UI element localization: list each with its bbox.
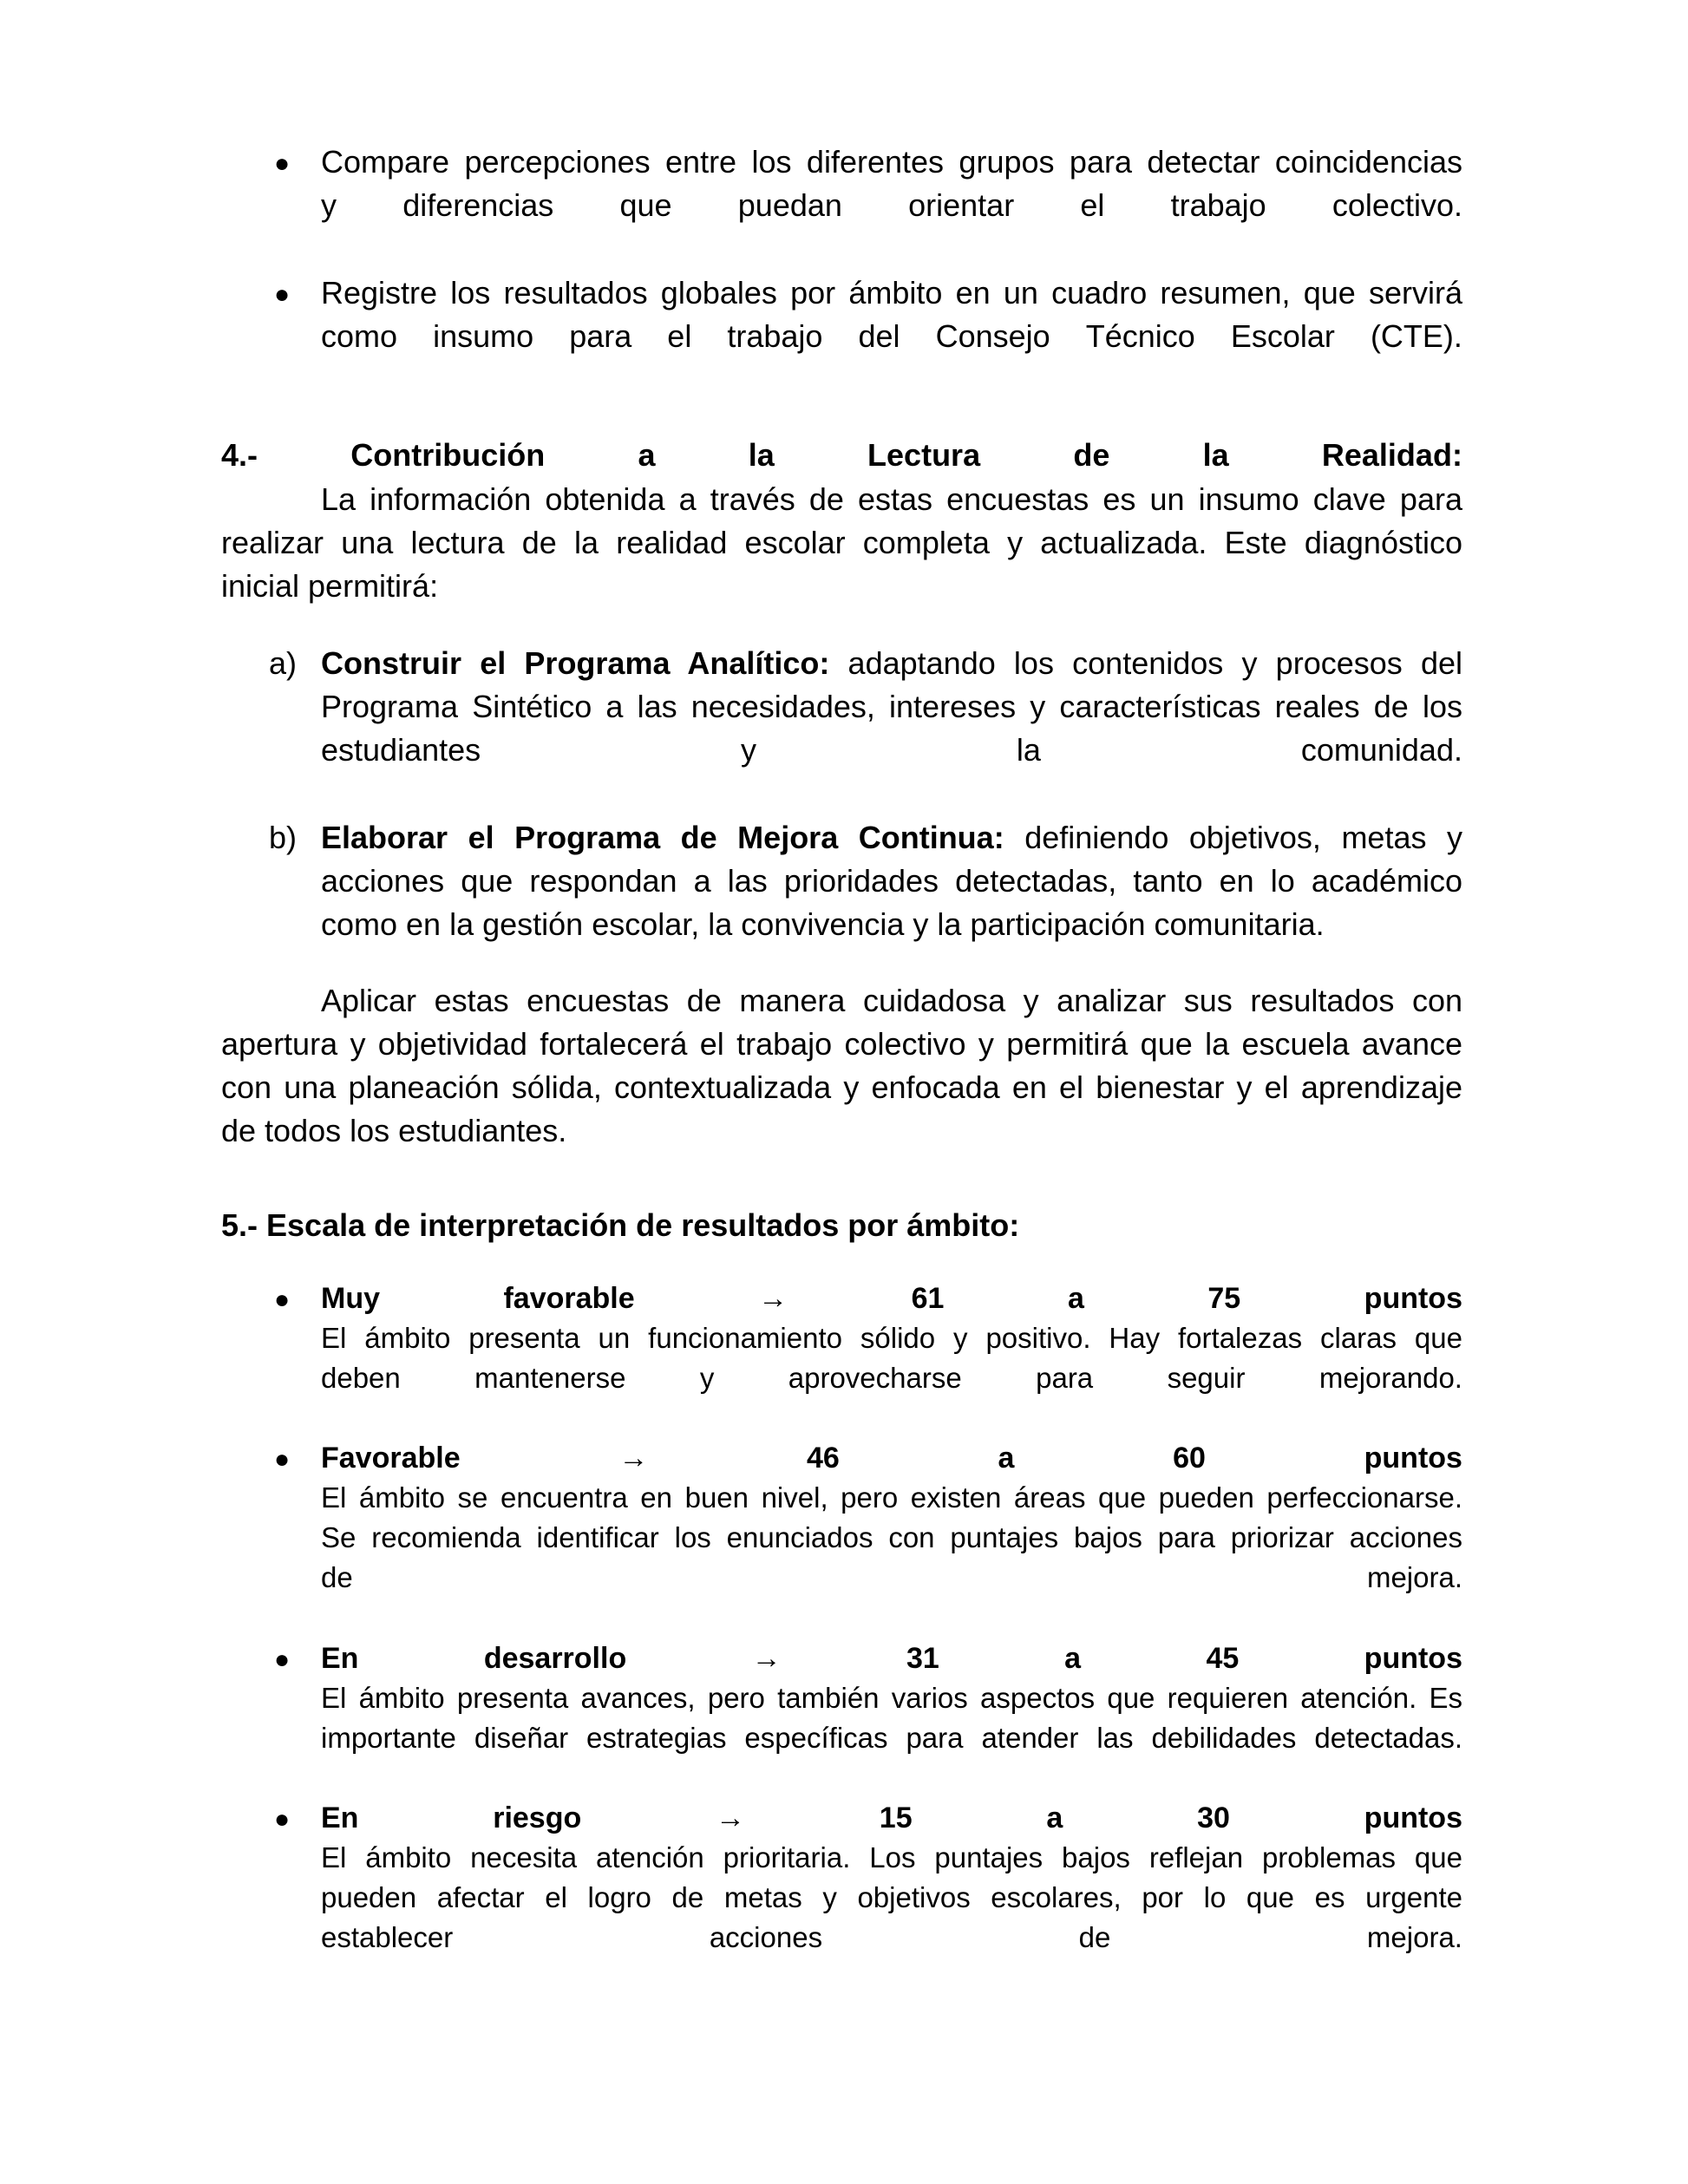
word: (CTE). — [1370, 318, 1462, 354]
word: puedan — [737, 187, 842, 223]
item-b-line: acciones que respondan a las prioridades detectadas, tanto en lo académico — [321, 863, 1462, 899]
item-text: definiendo objetivos, metas y — [1004, 820, 1462, 855]
list-marker: b) — [269, 820, 298, 855]
paragraph-line: inicial permitirá: — [221, 568, 439, 604]
word: mejora. — [1366, 1921, 1462, 1953]
word: como — [321, 318, 398, 354]
bullet-text-line — [321, 188, 1462, 223]
word: Consejo — [935, 318, 1050, 354]
word: Contribución — [350, 437, 546, 473]
word: diferencias — [402, 187, 554, 223]
item-title: Construir el Programa Analítico: — [321, 645, 830, 681]
scale-level-description: importante diseñar estrategias específicas para atender las debilidades detectadas. — [321, 1722, 1462, 1754]
word: mejora. — [1366, 1561, 1462, 1593]
scale-level-title — [321, 1801, 1462, 1835]
word: puntos — [1364, 1282, 1462, 1315]
bullet-text-line — [321, 319, 1462, 354]
word: deben — [321, 1362, 401, 1394]
word: de — [1073, 437, 1110, 473]
word: puntos — [1364, 1642, 1462, 1675]
bullet-icon: ● — [274, 149, 291, 178]
word: acciones — [709, 1921, 823, 1953]
item-b-line: como en la gestión escolar, la convivencia y la participación comunitaria. — [321, 906, 1325, 942]
word: Técnico — [1085, 318, 1195, 354]
word: puntos — [1364, 1801, 1462, 1834]
word: comunidad. — [1300, 732, 1462, 768]
word: que — [619, 187, 672, 223]
word: riesgo — [493, 1801, 582, 1834]
list-marker: a) — [269, 645, 298, 681]
word: → — [618, 1442, 649, 1475]
word: trabajo — [1170, 187, 1266, 223]
word: el — [1080, 187, 1105, 223]
word: 4.- — [221, 437, 258, 473]
paragraph-line: Aplicar estas encuestas de manera cuidadosa y analizar sus resultados con — [321, 983, 1462, 1018]
word: seguir — [1167, 1362, 1246, 1394]
word: 30 — [1197, 1801, 1230, 1834]
word: y — [321, 187, 337, 223]
bullet-icon: ● — [274, 1445, 291, 1474]
word: mejorando. — [1318, 1362, 1462, 1394]
section-5-heading: 5.- Escala de interpretación de resultados por ámbito: — [221, 1207, 1020, 1243]
word: favorable — [503, 1282, 635, 1315]
bullet-text-line: Registre los resultados globales por ámbito en un cuadro resumen, que servirá — [321, 275, 1462, 311]
paragraph-line: realizar una lectura de la realidad escolar completa y actualizada. Este diagnóstico — [221, 525, 1462, 560]
word: 60 — [1173, 1442, 1206, 1475]
bullet-text-line: Compare percepciones entre los diferentes grupos para detectar coincidencias — [321, 144, 1462, 180]
word: Lectura — [867, 437, 981, 473]
scale-level-description: Se recomienda identificar los enunciados con puntajes bajos para priorizar acciones — [321, 1521, 1462, 1553]
scale-level-description: El ámbito presenta un funcionamiento sólido y positivo. Hay fortalezas claras que — [321, 1322, 1462, 1354]
item-a-line — [321, 646, 1462, 681]
word: 61 — [911, 1282, 945, 1315]
word: Realidad: — [1321, 437, 1462, 473]
word: 75 — [1207, 1282, 1241, 1315]
scale-level-description — [321, 1560, 1462, 1595]
scale-level-description: El ámbito se encuentra en buen nivel, pero existen áreas que pueden perfeccionarse. — [321, 1481, 1462, 1514]
word: mantenerse — [474, 1362, 626, 1394]
section-4-heading — [221, 438, 1462, 473]
word: a — [638, 437, 656, 473]
scale-level-description: pueden afectar el logro de metas y objetivos escolares, por lo que es urgente — [321, 1881, 1462, 1913]
paragraph-line: apertura y objetividad fortalecerá el trabajo colectivo y permitirá que la escuela avance — [221, 1026, 1462, 1062]
scale-level-title — [321, 1441, 1462, 1475]
scale-level-description: El ámbito presenta avances, pero también varios aspectos que requieren atención. Es — [321, 1682, 1462, 1714]
word: Favorable — [321, 1442, 461, 1475]
word: el — [667, 318, 692, 354]
word: puntos — [1364, 1442, 1462, 1475]
bullet-icon: ● — [274, 1805, 291, 1834]
word: la — [748, 437, 775, 473]
item-title: Elaborar el Programa de Mejora Continua: — [321, 820, 1004, 855]
word: del — [858, 318, 900, 354]
word: 46 — [807, 1442, 840, 1475]
word: → — [751, 1642, 782, 1675]
word: insumo — [433, 318, 534, 354]
word: trabajo — [727, 318, 823, 354]
word: Escolar — [1230, 318, 1335, 354]
bullet-icon: ● — [274, 1645, 291, 1674]
word: estudiantes — [321, 732, 481, 768]
paragraph-line: de todos los estudiantes. — [221, 1113, 567, 1148]
word: → — [716, 1801, 746, 1834]
word: En — [321, 1801, 359, 1834]
word: la — [1202, 437, 1229, 473]
word: 31 — [906, 1642, 939, 1675]
scale-level-title — [321, 1641, 1462, 1676]
word: colectivo. — [1331, 187, 1462, 223]
scale-level-title — [321, 1281, 1462, 1316]
word: a — [1067, 1282, 1084, 1315]
word: desarrollo — [483, 1642, 627, 1675]
word: y — [699, 1362, 715, 1394]
item-b-line — [321, 821, 1462, 855]
scale-level-description — [321, 1361, 1462, 1396]
word: establecer — [321, 1921, 454, 1953]
word: 45 — [1206, 1642, 1240, 1675]
bullet-icon: ● — [274, 280, 291, 309]
word: y — [741, 732, 757, 768]
word: de — [321, 1561, 353, 1593]
word: 15 — [879, 1801, 913, 1834]
word: para — [1036, 1362, 1094, 1394]
word: a — [998, 1442, 1015, 1475]
word: En — [321, 1642, 359, 1675]
bullet-icon: ● — [274, 1285, 291, 1314]
word: la — [1016, 732, 1041, 768]
scale-level-description — [321, 1920, 1462, 1955]
word: aprovecharse — [788, 1362, 962, 1394]
word: a — [1064, 1642, 1082, 1675]
word: orientar — [908, 187, 1015, 223]
paragraph-line: con una planeación sólida, contextualizada y enfocada en el bienestar y el aprendizaje — [221, 1069, 1462, 1105]
item-a-line: Programa Sintético a las necesidades, intereses y características reales de los — [321, 689, 1462, 724]
word: → — [758, 1282, 788, 1315]
word: Muy — [321, 1282, 380, 1315]
scale-level-description: El ámbito necesita atención prioritaria. Los puntajes bajos reflejan problemas que — [321, 1841, 1462, 1873]
word: para — [569, 318, 632, 354]
word: de — [1078, 1921, 1111, 1953]
word: a — [1046, 1801, 1063, 1834]
paragraph-line: La información obtenida a través de estas encuestas es un insumo clave para — [321, 481, 1462, 517]
item-text: adaptando los contenidos y procesos del — [829, 645, 1462, 681]
item-a-line — [321, 733, 1462, 768]
